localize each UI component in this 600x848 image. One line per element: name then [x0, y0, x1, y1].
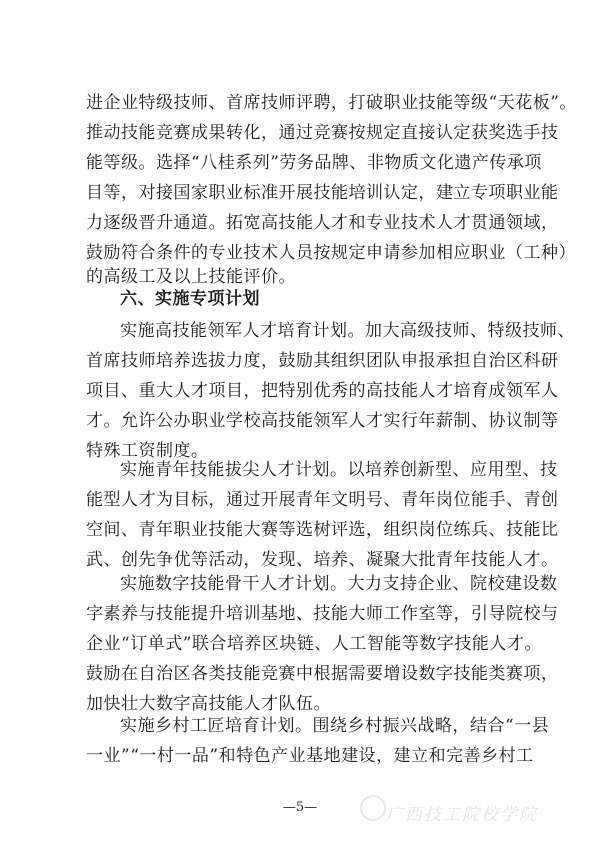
- paragraph-line: 武、创先争优等活动，发现、培养、凝聚大批青年技能人才。: [86, 550, 559, 570]
- paragraph-line: 加快壮大数字高技能人才队伍。: [86, 694, 331, 714]
- paragraph-line: 进企业特级技师、首席技师评聘，打破职业技能等级“天花板”。: [86, 93, 577, 113]
- paragraph-line: 特殊工资制度。: [86, 441, 209, 461]
- paragraph-line: 实施高技能领军人才培育计划。加大高级技师、特级技师、: [120, 321, 575, 341]
- paragraph-line: 一业”“一村一品”和特色产业基地建设，建立和完善乡村工: [86, 746, 534, 766]
- paragraph-line: 鼓励符合条件的专业技术人员按规定申请参加相应职业（工种）: [86, 243, 576, 263]
- paragraph-line: 能等级。选择“八桂系列”劳务品牌、非物质文化遗产传承项: [86, 153, 542, 173]
- paragraph-line: 首席技师培养选拔力度，鼓励其组织团队申报承担自治区科研: [86, 351, 559, 371]
- paragraph-line: 空间、青年职业技能大赛等选树评选，组织岗位练兵、技能比: [86, 520, 559, 540]
- watermark-seal-icon: [360, 795, 386, 821]
- paragraph-line: 推动技能竞赛成果转化，通过竞赛按规定直接认定获奖选手技: [86, 123, 559, 143]
- section-heading: 六、实施专项计划: [120, 289, 260, 309]
- paragraph-line: 实施乡村工匠培育计划。围绕乡村振兴战略，结合“一县: [120, 716, 550, 736]
- paragraph-line: 实施青年技能拔尖人才计划。以培养创新型、应用型、技: [120, 460, 558, 480]
- paragraph-line: 鼓励在自治区各类技能竞赛中根据需要增设数字技能类赛项，: [86, 664, 559, 684]
- paragraph-line: 目等，对接国家职业标准开展技能培训认定，建立专项职业能: [86, 183, 559, 203]
- paragraph-line: 字素养与技能提升培训基地、技能大师工作室等，引导院校与: [86, 604, 559, 624]
- paragraph-line: 的高级工及以上技能评价。: [86, 267, 296, 287]
- paragraph-line: 才。允许公办职业学校高技能领军人才实行年薪制、协议制等: [86, 411, 559, 431]
- paragraph-line: 实施数字技能骨干人才计划。大力支持企业、院校建设数: [120, 574, 558, 594]
- page-number: —5—: [282, 800, 318, 815]
- paragraph-line: 项目、重大人才项目，把特别优秀的高技能人才培育成领军人: [86, 381, 559, 401]
- paragraph-line: 能型人才为目标，通过开展青年文明号、青年岗位能手、青创: [86, 490, 559, 510]
- watermark: 广西技工院校学院: [386, 805, 538, 825]
- paragraph-line: 力逐级晋升通道。拓宽高技能人才和专业技术人才贯通领域，: [86, 213, 559, 233]
- paragraph-line: 企业“订单式”联合培养区块链、人工智能等数字技能人才。: [86, 634, 542, 654]
